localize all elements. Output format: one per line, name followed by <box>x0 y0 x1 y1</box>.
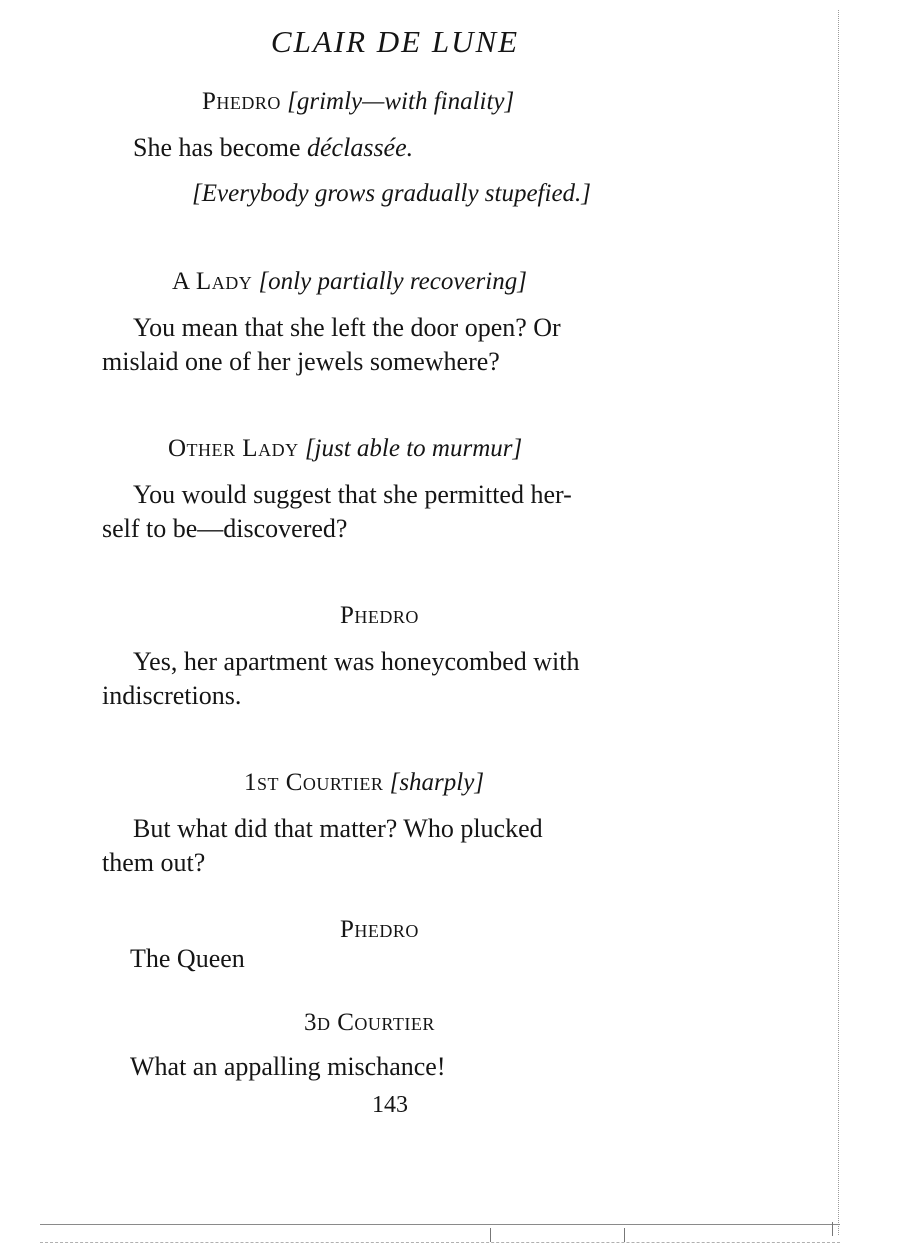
speaker-direction: [grimly—with finality] <box>287 88 515 115</box>
speaker-heading <box>340 602 419 630</box>
speaker-name: Phedro <box>340 602 419 629</box>
speaker-name: 1st Courtier <box>244 769 384 796</box>
dialogue-line: But what did that matter? Who plucked <box>133 814 543 843</box>
scan-bottom-dashes <box>40 1242 840 1243</box>
speaker-heading <box>202 88 514 116</box>
dialogue-line: What an appalling mischance! <box>130 1052 446 1081</box>
dialogue-line: them out? <box>102 848 206 877</box>
stage-direction: [Everybody grows gradually stupefied.] <box>192 180 592 207</box>
scan-mark <box>832 1222 833 1236</box>
speaker-heading <box>304 1009 435 1037</box>
speaker-direction: [sharply] <box>389 769 485 796</box>
italic-word: déclassée. <box>307 133 414 162</box>
scan-mark <box>490 1228 491 1242</box>
dialogue-line: mislaid one of her jewels somewhere? <box>102 347 500 376</box>
speaker-name: Phedro <box>202 88 281 115</box>
scan-bottom-line <box>40 1224 840 1225</box>
dialogue-line: You would suggest that she permitted her- <box>133 480 572 509</box>
scan-mark <box>624 1228 625 1242</box>
dialogue-line: You mean that she left the door open? Or <box>133 313 561 342</box>
dialogue-line: The Queen <box>130 944 245 973</box>
speaker-direction: [just able to murmur] <box>304 435 523 462</box>
speaker-name: A Lady <box>172 268 253 295</box>
page-number: 143 <box>372 1092 408 1118</box>
dialogue-line: Yes, her apartment was honeycombed with <box>133 647 580 676</box>
speaker-heading <box>244 769 484 797</box>
scan-edge-line <box>838 10 839 1235</box>
speaker-name: Other Lady <box>168 435 299 462</box>
speaker-direction: [only partially recovering] <box>258 268 527 295</box>
running-head: CLAIR DE LUNE <box>270 24 520 59</box>
speaker-heading <box>168 435 522 463</box>
speaker-heading <box>172 268 527 296</box>
speaker-heading <box>340 916 419 944</box>
dialogue-line: self to be—discovered? <box>102 514 348 543</box>
speaker-name: Phedro <box>340 916 419 943</box>
dialogue-line: She has become déclassée. <box>133 133 414 162</box>
dialogue-line: indiscretions. <box>102 681 242 710</box>
speaker-name: 3d Courtier <box>304 1009 435 1036</box>
